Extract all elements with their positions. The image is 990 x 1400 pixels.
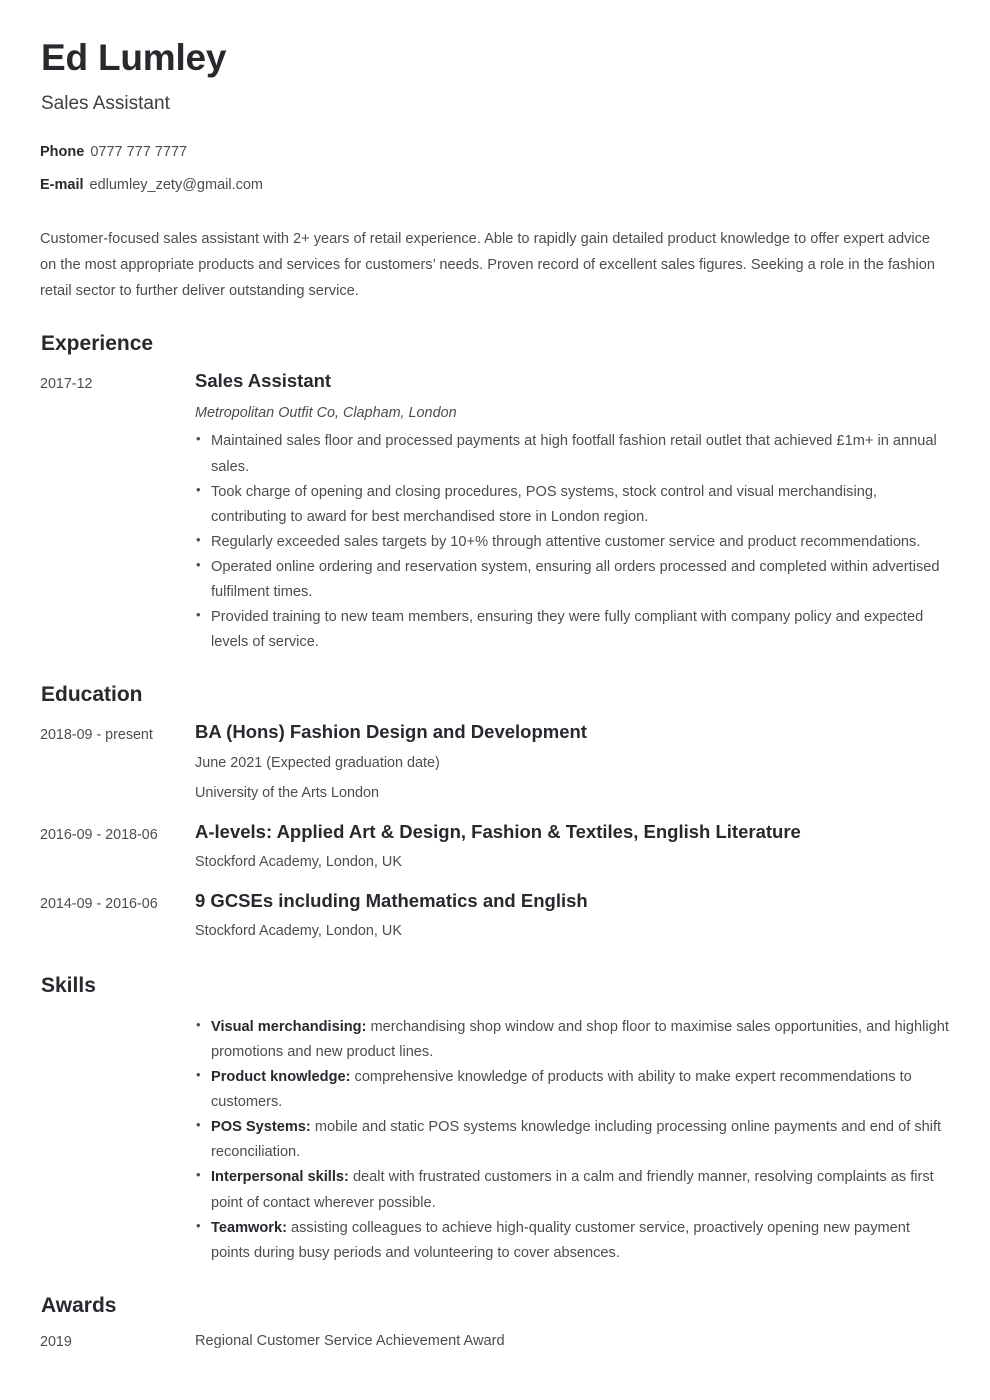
professional-summary: Customer-focused sales assistant with 2+ years of retail experience. Able to rapidly gain detailed product knowledge to offer expert advice on the most appropriate products and services for customers’ needs. Proven record of excellent sales figures. Seeking a role in the fashion retail sector to further deliver outstanding service. xyxy=(40,231,936,300)
experience-entry-company: Metropolitan Outfit Co, Clapham, London xyxy=(195,405,457,422)
contact-row-email xyxy=(40,177,950,194)
experience-bullet: • Regularly exceeded sales targets by 10+% through attentive customer service and product recommendations. xyxy=(195,530,950,555)
section-experience xyxy=(40,331,950,655)
skill-label: Interpersonal skills: xyxy=(211,1169,349,1186)
skill-description: assisting colleagues to achieve high-quality customer service, proactively opening new payment points during busy periods and volunteering to cover absences. xyxy=(211,1219,910,1261)
skill-item xyxy=(195,1015,950,1065)
education-entry xyxy=(40,820,950,875)
award-entry-date: 2019 xyxy=(40,1334,72,1350)
section-title-education: Education xyxy=(41,683,143,707)
section-title-skills: Skills xyxy=(41,973,96,997)
award-entry xyxy=(40,1331,950,1353)
candidate-name: Ed Lumley xyxy=(41,37,227,78)
experience-bullet: • Took charge of opening and closing procedures, POS systems, stock control and visual merchandising, contributing to award for best merchandised store in London region. xyxy=(195,480,950,530)
skills-entry xyxy=(40,1011,950,1266)
education-entry-institution: Stockford Academy, London, UK xyxy=(195,922,402,939)
education-entry-date: 2014-09 - 2016-06 xyxy=(40,895,158,912)
resume-header xyxy=(40,38,950,194)
skills-entry-date-spacer xyxy=(40,1011,195,1015)
education-entry-title: 9 GCSEs including Mathematics and English xyxy=(195,889,588,911)
experience-bullet: • Provided training to new team members, ensuring they were fully compliant with company policy and expected levels of service. xyxy=(195,605,950,655)
section-title-awards: Awards xyxy=(41,1293,117,1317)
contact-row-phone xyxy=(40,144,950,161)
skills-entry-body xyxy=(195,1011,950,1266)
skill-item xyxy=(195,1115,950,1165)
skill-label: Product knowledge: xyxy=(211,1069,351,1086)
experience-bullet: • Operated online ordering and reservation system, ensuring all orders processed and completed within advertised fulfilment times. xyxy=(195,555,950,605)
skill-label: Teamwork: xyxy=(211,1219,287,1236)
skill-item xyxy=(195,1216,950,1266)
contact-value-phone[interactable]: 0777 777 7777 xyxy=(90,144,188,161)
education-entry-institution: University of the Arts London xyxy=(195,785,379,802)
education-entry-title: BA (Hons) Fashion Design and Development xyxy=(195,721,587,743)
skill-label: Visual merchandising: xyxy=(211,1018,367,1035)
skills-bullet-list xyxy=(195,1015,950,1266)
section-skills xyxy=(40,973,950,1266)
education-entry-detail: June 2021 (Expected graduation date) xyxy=(195,754,440,771)
experience-bullet-list xyxy=(195,429,950,655)
contact-label-email: E-mail xyxy=(40,176,84,193)
skill-description: merchandising shop window and shop floor to maximise sales opportunities, and highlight promotions and new product lines. xyxy=(211,1018,949,1060)
education-entry xyxy=(40,720,950,806)
award-entry-body xyxy=(195,1331,950,1353)
education-entry-date: 2018-09 - present xyxy=(40,727,153,744)
experience-entry-body xyxy=(195,369,950,655)
education-entry-date: 2016-09 - 2018-06 xyxy=(40,827,158,844)
skill-item xyxy=(195,1065,950,1115)
experience-bullet: • Maintained sales floor and processed payments at high footfall fashion retail outlet that achieved £1m+ in annual sales. xyxy=(195,429,950,479)
education-entry-body xyxy=(195,820,950,875)
section-awards xyxy=(40,1293,950,1353)
education-entry-institution: Stockford Academy, London, UK xyxy=(195,854,402,871)
experience-entry-title: Sales Assistant xyxy=(195,370,332,392)
contact-block xyxy=(40,144,950,194)
education-entry-body xyxy=(195,720,950,806)
award-entry-title: Regional Customer Service Achievement Award xyxy=(195,1333,505,1349)
education-entry xyxy=(40,889,950,944)
skill-label: POS Systems: xyxy=(211,1119,311,1136)
experience-entry xyxy=(40,369,950,655)
skill-description: comprehensive knowledge of products with ability to make expert recommendations to customers. xyxy=(211,1069,912,1111)
section-education xyxy=(40,682,950,943)
candidate-job-title: Sales Assistant xyxy=(41,92,170,114)
skill-description: mobile and static POS systems knowledge including processing online payments and end of shift reconciliation. xyxy=(211,1119,942,1161)
contact-label-phone: Phone xyxy=(40,144,85,161)
education-entry-title: A-levels: Applied Art & Design, Fashion & Textiles, English Literature xyxy=(195,821,801,843)
skill-item xyxy=(195,1165,950,1215)
contact-value-email[interactable]: edlumley_zety@gmail.com xyxy=(89,176,263,193)
experience-entry-date: 2017-12 xyxy=(40,376,93,393)
section-title-experience: Experience xyxy=(41,332,154,356)
education-entry-body xyxy=(195,889,950,944)
skill-description: dealt with frustrated customers in a calm and friendly manner, resolving complaints as first point of contact wherever possible. xyxy=(211,1169,934,1211)
